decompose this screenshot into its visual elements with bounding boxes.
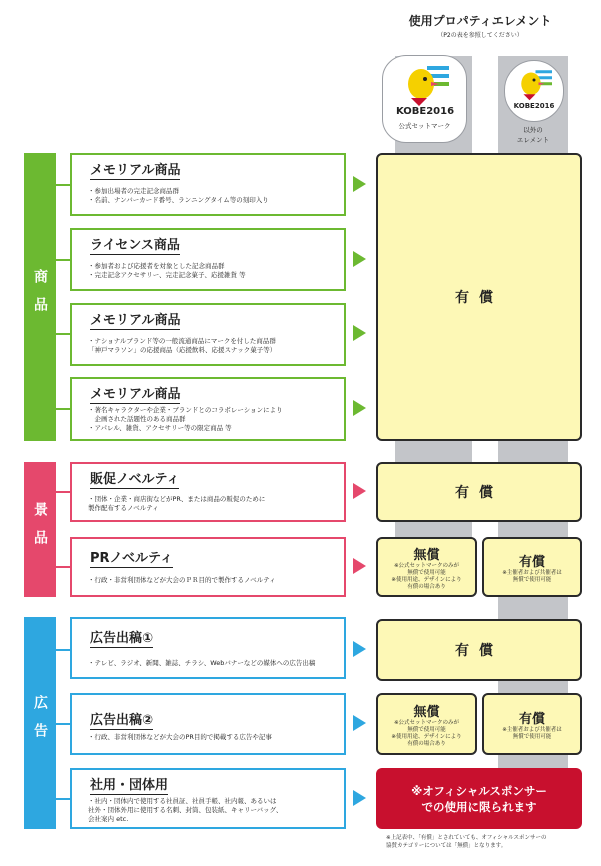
connector-novelty bbox=[56, 491, 70, 493]
property-element-title: 使用プロパティエレメント bbox=[408, 14, 552, 28]
item-memorial-3-desc: ・著名キャラクターや企業・ブランドとのコラボレーションにより 企画された話題性のある商品群 ・アパレル、雑貨、アクセサリー等の限定商品 等 bbox=[88, 406, 283, 432]
result-pr-novelty-paid: 有償 ※主催者および共催者は 無償で使用可能 bbox=[482, 537, 582, 597]
arrow-ad-1 bbox=[353, 641, 366, 657]
item-ad-1 bbox=[70, 617, 346, 679]
item-company-use bbox=[70, 768, 346, 829]
connector-ad1 bbox=[56, 649, 70, 651]
arrow-memorial-3 bbox=[353, 400, 366, 416]
official-mark-logo-icon bbox=[397, 62, 453, 112]
item-memorial-2-title: メモリアル商品 bbox=[90, 309, 180, 330]
result-ad-2-paid: 有償 ※主催者および共催者は 無償で使用可能 bbox=[482, 693, 582, 755]
item-ad-2-title: 広告出稿② bbox=[90, 709, 153, 730]
item-memorial-1 bbox=[70, 153, 346, 216]
item-company-use-title: 社用・団体用 bbox=[90, 774, 168, 795]
other-element-logo-icon bbox=[513, 67, 555, 105]
arrow-memorial-1 bbox=[353, 176, 366, 192]
category-ads-bar: 広告 bbox=[24, 617, 56, 829]
result-pr-novelty-free: 無償 ※公式セットマークのみが 無償で使用可能 ※使用用途、デザインにより 有償の場合あり bbox=[376, 537, 477, 597]
item-memorial-1-title: メモリアル商品 bbox=[90, 159, 180, 180]
item-ad-2 bbox=[70, 693, 346, 755]
item-pr-novelty-desc: ・行政・非営利団体などが大会のＰＲ目的で製作するノベルティ bbox=[88, 576, 276, 584]
property-element-subtitle: （P2の表を参照してください） bbox=[437, 32, 523, 39]
category-premium-bar: 景品 bbox=[24, 462, 56, 597]
item-license-desc: ・参加者および応援者を対象とした記念商品群 ・完走記念アクセサリー、完走記念菓子、応援雑貨 等 bbox=[88, 262, 246, 279]
result-sales-novelty-paid: 有償 bbox=[376, 462, 582, 522]
item-sales-novelty bbox=[70, 462, 346, 522]
result-ad-2-free: 無償 ※公式セットマークのみが 無償で使用可能 ※使用用途、デザインにより 有償の場合あり bbox=[376, 693, 477, 755]
item-ad-1-desc: ・テレビ、ラジオ、新聞、雑誌、チラシ、Webバナーなどの媒体への広告出稿 bbox=[88, 659, 316, 667]
arrow-ad-2 bbox=[353, 715, 366, 731]
connector-memorial1 bbox=[56, 184, 70, 186]
item-license bbox=[70, 228, 346, 291]
item-pr-novelty bbox=[70, 537, 346, 597]
item-sales-novelty-title: 販促ノベルティ bbox=[90, 468, 179, 489]
arrow-memorial-2 bbox=[353, 325, 366, 341]
category-goods-bar: 商品 bbox=[24, 153, 56, 441]
official-mark-caption: 公式セットマーク bbox=[398, 122, 451, 130]
arrow-license bbox=[353, 251, 366, 267]
arrow-sales-novelty bbox=[353, 483, 366, 499]
item-pr-novelty-title: PRノベルティ bbox=[90, 547, 173, 568]
item-ad-1-title: 広告出稿① bbox=[90, 627, 153, 648]
item-ad-2-desc: ・行政、非営利団体などが大会のPR目的で掲載する広告や記事 bbox=[88, 733, 272, 741]
item-company-use-desc: ・社内・団体内で使用する社員証、社員手帳、社内報、あるいは 社外・団体外用に使用する名刺、封筒、包装紙、キャリーバッグ、 会社案内 etc. bbox=[88, 797, 283, 823]
result-ad-1-paid: 有償 bbox=[376, 619, 582, 681]
connector-license bbox=[56, 259, 70, 261]
item-sales-novelty-desc: ・団体・企業・商店街などがPR、または商品の販促のために 製作配布するノベルティ bbox=[88, 495, 266, 512]
result-goods-paid: 有償 bbox=[376, 153, 582, 441]
item-license-title: ライセンス商品 bbox=[90, 234, 180, 255]
item-memorial-1-desc: ・参加出場者の完走記念商品群 ・名前、ナンバーカード番号、ランニングタイム等の刻印入り bbox=[88, 187, 269, 204]
result-sponsor-only: ※オフィシャルスポンサー での使用に限られます bbox=[376, 768, 582, 829]
item-memorial-3-title: メモリアル商品 bbox=[90, 383, 180, 404]
other-element-logo-box bbox=[504, 60, 564, 122]
official-mark-logo-text: KOBE2016 bbox=[395, 106, 455, 117]
footer-note: ※上記表中、「有償」とされていても、オフィシャルスポンサーの 協賛カテゴリーについては「無償」となります。 bbox=[386, 835, 547, 849]
connector-company bbox=[56, 798, 70, 800]
connector-pr-novelty bbox=[56, 566, 70, 568]
item-memorial-2-desc: ・ナショナルブランド等の一般流通商品にマークを付した商品群 「神戸マラソン」の応援商品（応援飲料、応援スナック菓子等） bbox=[88, 337, 277, 354]
connector-memorial3 bbox=[56, 408, 70, 410]
item-memorial-2 bbox=[70, 303, 346, 366]
official-mark-logo-box bbox=[382, 55, 467, 143]
arrow-pr-novelty bbox=[353, 558, 366, 574]
item-memorial-3 bbox=[70, 377, 346, 441]
other-element-logo-text: KOBE2016 bbox=[513, 102, 555, 110]
connector-ad2 bbox=[56, 723, 70, 725]
arrow-company-use bbox=[353, 790, 366, 806]
connector-memorial2 bbox=[56, 333, 70, 335]
other-element-caption-2: エレメント bbox=[516, 136, 550, 144]
other-element-caption-1: 以外の bbox=[523, 126, 543, 134]
